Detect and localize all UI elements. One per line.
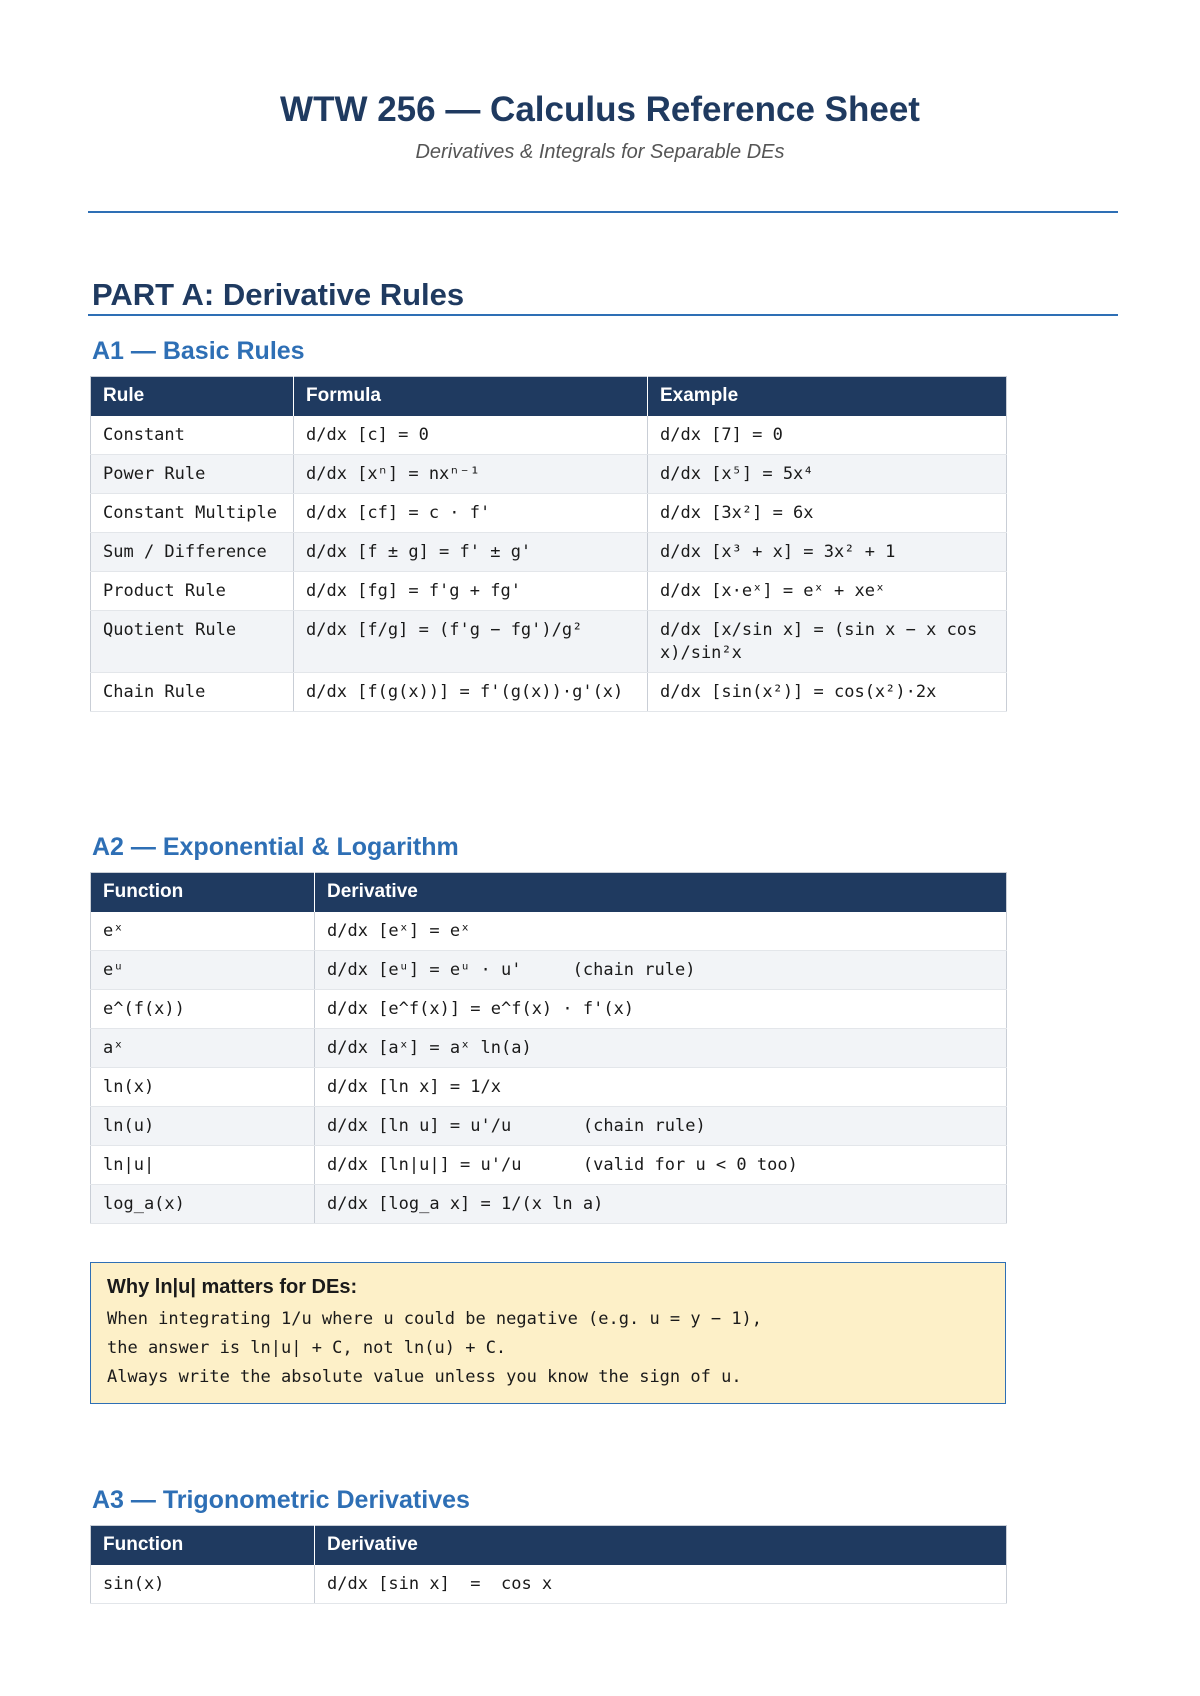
table-row [91, 610, 1007, 672]
table-header-row [91, 1526, 1007, 1565]
derivative-cell: d/dx [ln x] = 1/x [315, 1067, 1007, 1106]
table-row [91, 1145, 1007, 1184]
example-cell: d/dx [x⁵] = 5x⁴ [648, 454, 1007, 493]
function-cell: ln(u) [91, 1106, 315, 1145]
formula-cell: d/dx [cf] = c · f' [294, 493, 648, 532]
ln-abs-note [90, 1262, 1006, 1404]
rule-cell: Chain Rule [91, 672, 294, 711]
rule-cell: Product Rule [91, 571, 294, 610]
a1-heading: A1 — Basic Rules [92, 337, 305, 365]
document-title: WTW 256 — Calculus Reference Sheet [280, 90, 920, 129]
column-header: Function [91, 873, 315, 912]
formula-cell: d/dx [f(g(x))] = f'(g(x))·g'(x) [294, 672, 648, 711]
function-cell: ln(x) [91, 1067, 315, 1106]
example-cell: d/dx [sin(x²)] = cos(x²)·2x [648, 672, 1007, 711]
rule-cell: Power Rule [91, 454, 294, 493]
table-row [91, 454, 1007, 493]
note-line: Always write the absolute value unless you know the sign of u. [107, 1367, 742, 1387]
derivative-cell: d/dx [log_a x] = 1/(x ln a) [315, 1184, 1007, 1223]
column-header: Function [91, 1526, 315, 1565]
function-cell: eᵘ [91, 950, 315, 989]
table-row [91, 1028, 1007, 1067]
table-row [91, 493, 1007, 532]
table-row [91, 912, 1007, 951]
table-row [91, 416, 1007, 455]
derivative-cell: d/dx [aˣ] = aˣ ln(a) [315, 1028, 1007, 1067]
table-row [91, 1184, 1007, 1223]
table-header-row [91, 377, 1007, 416]
function-cell: sin(x) [91, 1565, 315, 1604]
function-cell: log_a(x) [91, 1184, 315, 1223]
function-cell: eˣ [91, 912, 315, 951]
derivative-cell: d/dx [eᵘ] = eᵘ · u' (chain rule) [315, 950, 1007, 989]
table-header-row [91, 873, 1007, 912]
example-cell: d/dx [3x²] = 6x [648, 493, 1007, 532]
column-header: Rule [91, 377, 294, 416]
formula-cell: d/dx [f ± g] = f' ± g' [294, 532, 648, 571]
example-cell: d/dx [7] = 0 [648, 416, 1007, 455]
rule-cell: Sum / Difference [91, 532, 294, 571]
column-header: Derivative [315, 1526, 1007, 1565]
table-row [91, 672, 1007, 711]
derivative-cell: d/dx [ln|u|] = u'/u (valid for u < 0 too) [315, 1145, 1007, 1184]
part-a-heading: PART A: Derivative Rules [92, 277, 465, 312]
column-header: Derivative [315, 873, 1007, 912]
exp-log-table [90, 872, 1007, 1224]
function-cell: e^(f(x)) [91, 989, 315, 1028]
rule-cell: Quotient Rule [91, 610, 294, 672]
formula-cell: d/dx [xⁿ] = nxⁿ⁻¹ [294, 454, 648, 493]
formula-cell: d/dx [fg] = f'g + fg' [294, 571, 648, 610]
table-row [91, 532, 1007, 571]
basic-rules-table [90, 376, 1007, 712]
table-row [91, 989, 1007, 1028]
note-line: the answer is ln|u| + C, not ln(u) + C. [107, 1338, 507, 1358]
part-a-divider [88, 314, 1118, 316]
trig-table [90, 1525, 1007, 1604]
function-cell: aˣ [91, 1028, 315, 1067]
formula-cell: d/dx [f/g] = (f'g − fg')/g² [294, 610, 648, 672]
column-header: Formula [294, 377, 648, 416]
rule-cell: Constant Multiple [91, 493, 294, 532]
table-row [91, 1565, 1007, 1604]
example-cell: d/dx [x³ + x] = 3x² + 1 [648, 532, 1007, 571]
derivative-cell: d/dx [e^f(x)] = e^f(x) · f'(x) [315, 989, 1007, 1028]
derivative-cell: d/dx [eˣ] = eˣ [315, 912, 1007, 951]
example-cell: d/dx [x/sin x] = (sin x − x cos x)/sin²x [648, 610, 1007, 672]
function-cell: ln|u| [91, 1145, 315, 1184]
derivative-cell: d/dx [sin x] = cos x [315, 1565, 1007, 1604]
note-line: When integrating 1/u where u could be negative (e.g. u = y − 1), [107, 1309, 763, 1329]
table-row [91, 950, 1007, 989]
derivative-cell: d/dx [ln u] = u'/u (chain rule) [315, 1106, 1007, 1145]
document-subtitle: Derivatives & Integrals for Separable DEs [415, 141, 785, 163]
formula-cell: d/dx [c] = 0 [294, 416, 648, 455]
column-header: Example [648, 377, 1007, 416]
table-row [91, 571, 1007, 610]
table-row [91, 1106, 1007, 1145]
note-title: Why ln|u| matters for DEs: [107, 1276, 358, 1298]
rule-cell: Constant [91, 416, 294, 455]
example-cell: d/dx [x·eˣ] = eˣ + xeˣ [648, 571, 1007, 610]
a3-heading: A3 — Trigonometric Derivatives [92, 1486, 470, 1514]
a2-heading: A2 — Exponential & Logarithm [92, 833, 459, 861]
title-divider [88, 211, 1118, 213]
table-row [91, 1067, 1007, 1106]
